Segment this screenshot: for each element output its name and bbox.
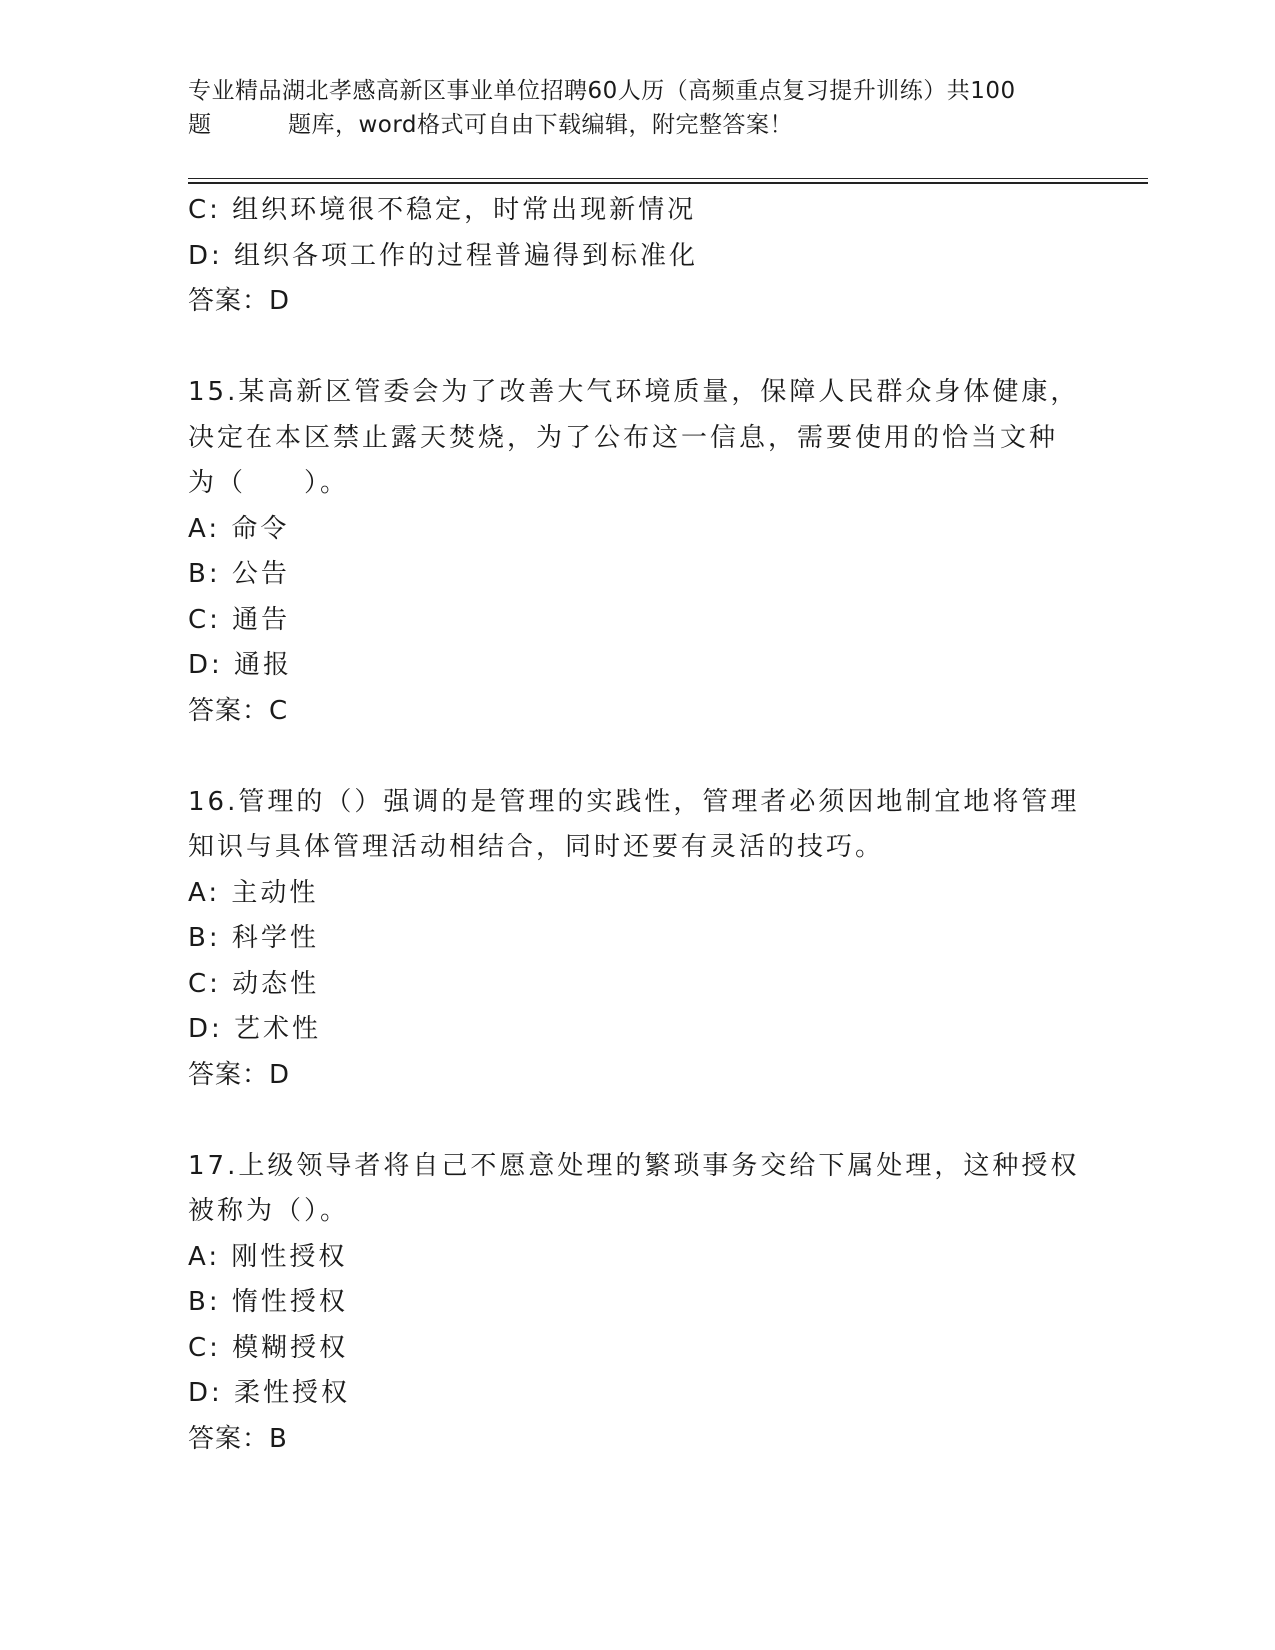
header-divider-thin xyxy=(188,178,1148,179)
question-content xyxy=(188,188,1088,1462)
header-title-line-2 xyxy=(188,108,1068,142)
answer-line: 答案：B xyxy=(188,1423,288,1454)
header-divider-thick xyxy=(188,182,1148,184)
document-header xyxy=(188,74,1068,142)
question-stem-line: 为（ ）。 xyxy=(188,468,350,498)
question-block xyxy=(188,370,1088,734)
header-title-lead: 题 xyxy=(188,112,212,138)
spacer xyxy=(188,325,1088,371)
answer-line: 答案：D xyxy=(188,286,291,316)
question-stem-line: 被称为（）。 xyxy=(188,1196,350,1226)
option-line: A: 命令 xyxy=(188,513,290,544)
question-block xyxy=(188,780,1088,1099)
option-line: D: 艺术性 xyxy=(188,1014,322,1044)
question-stem-line: 15.某高新区管委会为了改善大气环境质量，保障人民群众身体健康， xyxy=(188,377,1080,407)
question-stem-line: 知识与具体管理活动相结合，同时还要有灵活的技巧。 xyxy=(188,832,885,862)
option-line: B: 惰性授权 xyxy=(188,1287,348,1317)
option-line: C: 通告 xyxy=(188,604,291,635)
option-line: D: 组织各项工作的过程普遍得到标准化 xyxy=(188,240,699,271)
spacer xyxy=(188,1098,1088,1144)
header-title-line: 专业精品湖北孝感高新区事业单位招聘60人历（高频重点复习提升训练）共100 xyxy=(188,78,1016,104)
option-line: D: 柔性授权 xyxy=(188,1378,351,1408)
option-line: A: 刚性授权 xyxy=(188,1241,348,1272)
spacer xyxy=(188,734,1088,780)
option-line: A: 主动性 xyxy=(188,877,319,908)
question-stem-line: 16.管理的（）强调的是管理的实践性，管理者必须因地制宜地将管理 xyxy=(188,786,1080,817)
option-line: D: 通报 xyxy=(188,650,293,680)
option-line: C: 组织环境很不稳定，时常出现新情况 xyxy=(188,195,697,225)
option-line: B: 公告 xyxy=(188,559,290,589)
option-line: C: 动态性 xyxy=(188,968,320,999)
option-line: C: 模糊授权 xyxy=(188,1332,349,1363)
question-block xyxy=(188,1144,1088,1463)
answer-line: 答案：C xyxy=(188,695,289,726)
option-line: B: 科学性 xyxy=(188,923,319,953)
question-stem-line: 决定在本区禁止露天焚烧，为了公布这一信息，需要使用的恰当文种 xyxy=(188,422,1059,453)
answer-line: 答案：D xyxy=(188,1059,291,1090)
header-title-continuation: 题库，word格式可自由下载编辑，附完整答案！ xyxy=(288,112,794,138)
question-stem-line: 17.上级领导者将自己不愿意处理的繁琐事务交给下属处理，这种授权 xyxy=(188,1150,1080,1181)
